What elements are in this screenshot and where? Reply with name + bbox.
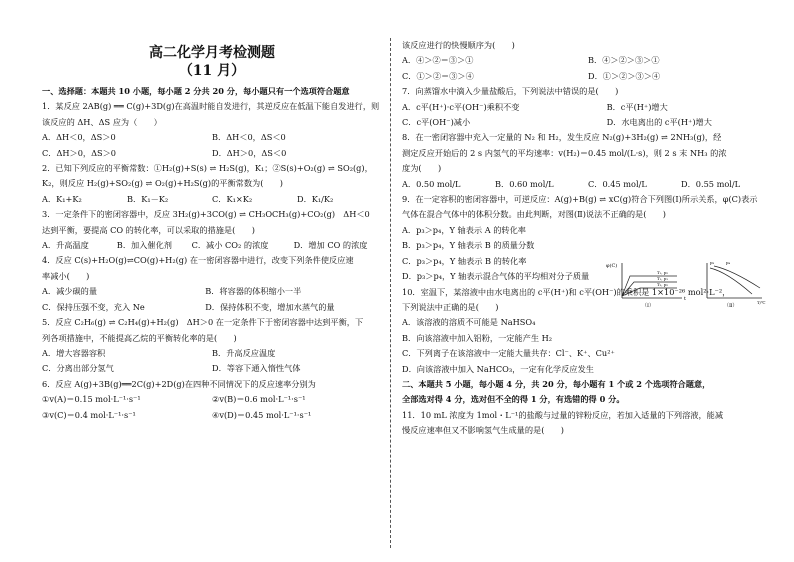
q4-option-d: D．保持体积不变，增加水蒸气的量 xyxy=(205,301,335,312)
section-2-heading-2: 全部选对得 4 分，选对但不全的得 1 分，有选错的得 0 分。 xyxy=(402,394,625,405)
q2-option-b: B．K₁－K₂ xyxy=(127,193,169,204)
q9-figures xyxy=(602,258,772,308)
q7-option-c: C．c平(OH⁻)减小 xyxy=(402,117,471,128)
figure-2 xyxy=(707,260,766,308)
q5-options-row1 xyxy=(42,346,382,361)
curve-label-2: T₁, p₁ xyxy=(657,276,668,281)
q7-option-a: A．c平(H⁺)·c平(OH⁻)乘积不变 xyxy=(402,101,520,112)
q2-option-a: A．K₁+K₂ xyxy=(42,193,82,204)
q5-option-c: C．分离出部分氢气 xyxy=(42,363,114,374)
q3-option-d: D．增加 CO 的浓度 xyxy=(293,240,368,251)
q5-text-1: 5．反应 C₂H₆(g) ⇌ C₂H₄(g)+H₂(g) ΔH＞0 在一定条件下于密闭容器中达到平衡，下 xyxy=(42,317,364,328)
q8-option-b: B．0.60 mol/L xyxy=(495,178,554,189)
q3-text-1: 3．一定条件下的密闭容器中，反应 3H₂(g)+3CO(g) ⇌ CH₃OCH₃(g)+CO₂(g) ΔH＜0 xyxy=(42,209,370,220)
q9-text-2: 气体在混合气体中的体积分数。由此判断，对图(Ⅱ)说法不正确的是( ) xyxy=(402,209,666,220)
q5-option-d: D．等容下通入惰性气体 xyxy=(212,363,301,374)
p4-label: p₄ xyxy=(726,260,731,265)
q6-options-row2 xyxy=(42,408,382,423)
q6-text: 6．反应 A(g)+3B(g)══2C(g)+2D(g)在四种不同情况下的反应速率分别为 xyxy=(42,378,316,389)
q5-option-b: B．升高反应温度 xyxy=(212,347,276,358)
q8-option-d: D．0.55 mol/L xyxy=(681,178,741,189)
q10-option-a: A．该溶液的溶质不可能是 NaHSO₄ xyxy=(402,317,536,328)
column-divider xyxy=(390,38,391,548)
q9-text-1: 9．在一定容积的密闭容器中，可逆反应：A(g)+B(g) ⇌ xC(g)符合下列图(Ⅰ)所示关系，φ(C)表示 xyxy=(402,194,758,205)
fig2-label: （Ⅱ） xyxy=(724,303,738,308)
q6-rate-2: ②v(B)＝0.6 mol·L⁻¹·s⁻¹ xyxy=(212,394,306,405)
fig1-y-label: φ(C) xyxy=(606,263,618,269)
right-column xyxy=(402,38,774,439)
q2-option-c: C．K₁×K₂ xyxy=(212,193,253,204)
q1-options-row1 xyxy=(42,130,382,145)
q7-option-b: B．c平(H⁺)增大 xyxy=(606,101,668,112)
q1-option-c: C．ΔH＞0，ΔS＞0 xyxy=(42,147,117,158)
q1-options-row2 xyxy=(42,146,382,161)
q1-option-d: D．ΔH＞0，ΔS＜0 xyxy=(212,147,287,158)
q7-text: 7．向蒸馏水中滴入少量盐酸后，下列说法中错误的是( ) xyxy=(402,86,619,97)
figure-1 xyxy=(606,262,686,308)
q8-options xyxy=(402,177,774,192)
q6-option-d: D．①＞②＞③＞④ xyxy=(588,70,661,81)
page-subtitle: （11 月） xyxy=(178,63,246,79)
q6-option-c: C．①＞②＝③＞④ xyxy=(402,70,474,81)
q6-options-row1 xyxy=(42,392,382,407)
q3-options xyxy=(42,238,382,253)
q9-option-c: C．p₃＞p₄，Y 轴表示 B 的转化率 xyxy=(402,255,527,266)
p3-label: p₃ xyxy=(710,260,715,265)
curve-label-3: T₂, p₂ xyxy=(657,282,668,287)
q10-option-b: B．向该溶液中加入铝粉，一定能产生 H₂ xyxy=(402,332,553,343)
q8-text-2: 测定反应开始后的 2 s 内氢气的平均速率：v(H₂)＝0.45 mol/(L·s)，则 2 s 末 NH₃ 的浓 xyxy=(402,147,727,158)
q10-option-c: C．下列离子在该溶液中一定能大量共存：Cl⁻、K⁺、Cu²⁺ xyxy=(402,348,615,359)
q8-option-a: A．0.50 mol/L xyxy=(402,178,461,189)
q2-option-d: D．K₁/K₂ xyxy=(297,193,334,204)
q6-answers-row2 xyxy=(402,69,774,84)
q5-text-2: 列各项措施中，不能提高乙烷的平衡转化率的是( ) xyxy=(42,332,237,343)
q2-options xyxy=(42,192,382,207)
q10-option-d: D．向该溶液中加入 NaHCO₃，一定有化学反应发生 xyxy=(402,363,594,374)
section-2-heading-1: 二、本题共 5 小题，每小题 4 分，共 20 分，每小题有 1 个或 2 个选项符合题意， xyxy=(402,378,711,389)
section-1-heading: 一、选择题：本题共 10 小题，每小题 2 分共 20 分，每小题只有一个选项符合题意 xyxy=(42,86,350,96)
q7-option-d: D．水电离出的 c平(H⁺)增大 xyxy=(606,117,712,128)
q3-option-a: A．升高温度 xyxy=(42,240,89,251)
q1-text: 1．某反应 2AB(g) ══ C(g)+3D(g)在高温时能自发进行，其逆反应在低温下能自发进行，则该反应的 ΔH、ΔS 应为（ ） xyxy=(42,101,380,127)
q4-option-c: C．保持压强不变，充入 Ne xyxy=(42,301,145,312)
fig1-label: （Ⅰ） xyxy=(642,303,654,308)
q8-option-c: C．0.45 mol/L xyxy=(588,178,647,189)
q4-option-a: A．减少碳的量 xyxy=(42,286,98,297)
q6-option-b: B．④＞②＞③＞① xyxy=(588,55,660,66)
q3-option-c: C．减小 CO₂ 的浓度 xyxy=(191,240,269,251)
q8-text-3: 度为( ) xyxy=(402,163,442,174)
q6-answers-row1 xyxy=(402,53,774,68)
q4-text-2: 率减小( ) xyxy=(42,270,90,281)
q5-options-row2 xyxy=(42,361,382,376)
q4-options-row2 xyxy=(42,300,382,315)
q4-options-row1 xyxy=(42,284,382,299)
fig2-x-label: T/℃ xyxy=(757,300,766,305)
q5-option-a: A．增大容器容积 xyxy=(42,347,106,358)
q2-text-2: K₂，则反应 H₂(g)+SO₂(g) ⇌ O₂(g)+H₂S(g)的平衡常数为( ) xyxy=(42,178,283,189)
q2-text-1: 2．已知下列反应的平衡常数：①H₂(g)+S(s) ⇌ H₂S(g)，K₁；②S(s)+O₂(g) ⇌ SO₂(g)， xyxy=(42,163,373,174)
page-title: 高二化学月考检测题 xyxy=(149,45,275,61)
q8-text-1: 8．在一密闭容器中充入一定量的 N₂ 和 H₂，发生反应 N₂(g)+3H₂(g) ⇌ 2NH₃(g)，经 xyxy=(402,132,722,143)
q10-text-1: 10．室温下，某溶液中由水电离出的 c平(H⁺)和 c平(OH⁻)的乘积是 1×10⁻²⁶ mol²·L⁻²， xyxy=(402,286,731,297)
q4-text-1: 4．反应 C(s)+H₂O(g)⇌CO(g)+H₂(g) 在一密闭容器中进行，改变下列条件使反应速 xyxy=(42,255,354,266)
q6-continued: 该反应进行的快慢顺序为( ) xyxy=(402,40,515,50)
q7-options-row2 xyxy=(402,115,774,130)
q4-option-b: B．将容器的体积缩小一半 xyxy=(205,286,302,297)
fig1-x-label: t xyxy=(684,296,687,302)
q11-text-2: 慢反应速率但又不影响氢气生成量的是( ) xyxy=(402,425,564,436)
q3-option-b: B．加入催化剂 xyxy=(116,240,172,251)
q6-option-a: A．④＞②＝③＞① xyxy=(402,55,474,66)
q10-text-2: 下列说法中正确的是( ) xyxy=(402,301,499,312)
q6-rate-3: ③v(C)＝0.4 mol·L⁻¹·s⁻¹ xyxy=(42,409,136,420)
q6-rate-1: ①v(A)＝0.15 mol·L⁻¹·s⁻¹ xyxy=(42,394,141,405)
q3-text-2: 达到平衡，要提高 CO 的转化率，可以采取的措施是( ) xyxy=(42,224,255,235)
q9-option-a: A．p₃＞p₄，Y 轴表示 A 的转化率 xyxy=(402,224,526,235)
q7-options-row1 xyxy=(402,100,774,115)
q1-option-b: B．ΔH＜0，ΔS＜0 xyxy=(212,132,286,143)
left-column xyxy=(42,38,382,423)
curve-label-1: T₁, p₂ xyxy=(657,270,668,275)
q9-option-b: B．p₃＞p₄，Y 轴表示 B 的质量分数 xyxy=(402,240,535,251)
q9-option-d: D．p₃＞p₄，Y 轴表示混合气体的平均相对分子质量 xyxy=(402,271,590,282)
q1-option-a: A．ΔH＜0，ΔS＞0 xyxy=(42,132,116,143)
q6-rate-4: ④v(D)＝0.45 mol·L⁻¹·s⁻¹ xyxy=(212,409,312,420)
q11-text-1: 11．10 mL 浓度为 1mol・L⁻¹的盐酸与过量的锌粉反应，若加入适量的下列溶液，能减 xyxy=(402,409,724,420)
